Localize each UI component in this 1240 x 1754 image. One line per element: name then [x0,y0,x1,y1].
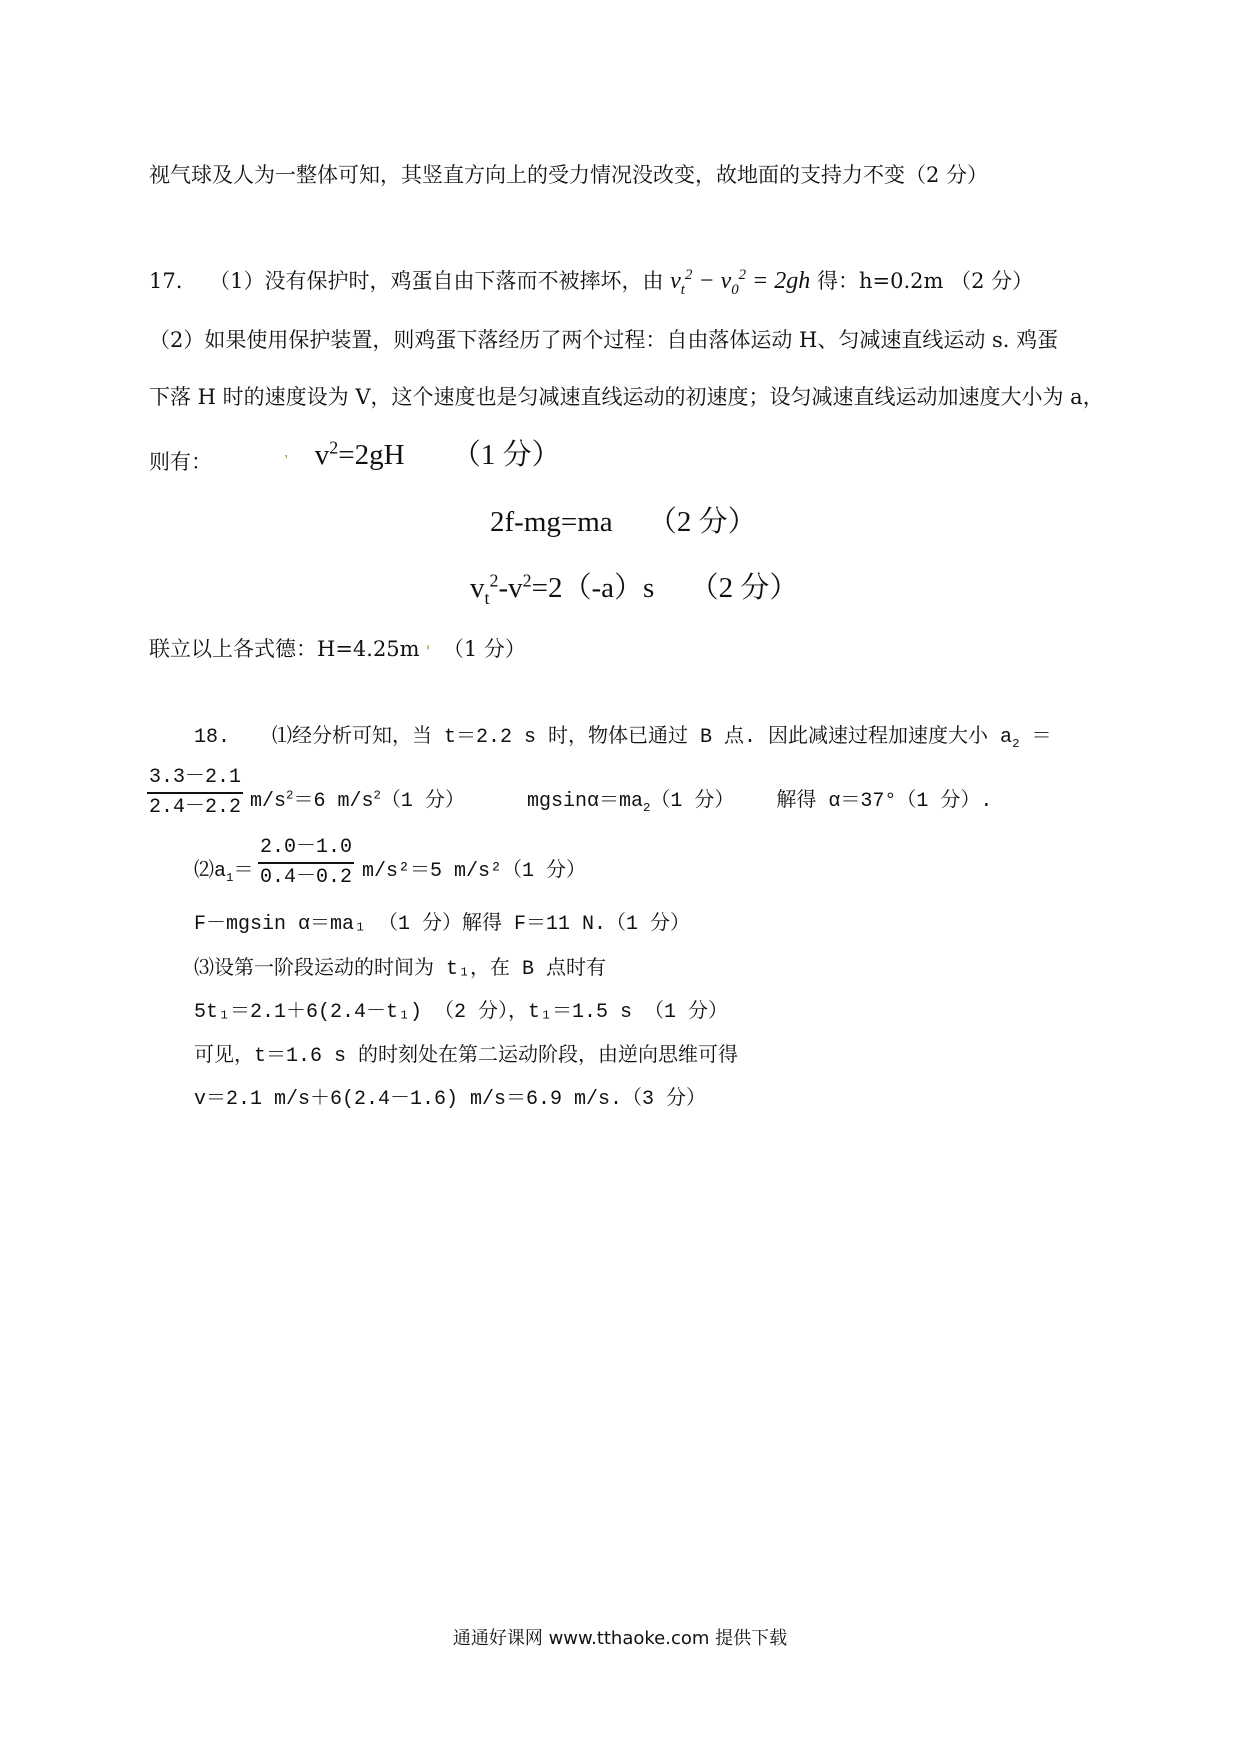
q17-part1: 17. （1）没有保护时，鸡蛋自由下落而不被摔坏，由 $v_t^2 - v_0^2 = 2gh$ 得：h=0.2m （2 分） [149,267,1034,298]
fraction-2: $\frac{2.0-1.0}{0.4-0.2}$ [260,836,353,889]
formula-vt2-v02-2gh: $v_t^2 - v_0^2 = 2gh$ [670,267,811,298]
q18-line7: 可见，t＝1.6 s 的时刻处在第二运动阶段，由逆向思维可得 [194,1045,739,1068]
line-1: 视气球及人为一整体可知，其竖直方向上的受力情况没改变，故地面的支持力不变（2 分） [149,163,989,187]
footer-text: 通通好课网 www.tthaoke.com 提供下载 [452,1628,788,1649]
equation-3: $v_t^2-v^2=2(-a)s$ （2 分） [470,570,799,608]
q18-line2: $m/s^2=6$ $m/s^2(1$ 分） $mgsin\alpha=ma_2(1$ 分） 解得 α＝37°（1 分）. [250,788,993,815]
q18-line8: v＝2.1 m/s＋6(2.4－1.6) m/s＝6.9 m/s.（3 分） [194,1088,707,1111]
q17-part2-line1: （2）如果使用保护装置，则鸡蛋下落经历了两个过程：自由落体运动 H、匀减速直线运动 s. 鸡蛋 [149,328,1059,352]
q18-line4: F－mgsin α＝ma₁ （1 分）解得 F＝11 N.（1 分） [194,913,691,936]
q18-part2-label: $⑵a_1=$ [194,860,254,885]
q18-number: 18. [194,726,231,749]
equation-1: ' $v^2=2gH$ （1 分） [285,437,561,471]
q18-line6: 5t₁＝2.1＋6(2.4－t₁) （2 分），t₁＝1.5 s （1 分） [194,1001,729,1024]
q18-line5: ⑶设第一阶段运动的时间为 t₁，在 B 点时有 [194,958,607,981]
q17-part2-line2: 下落 H 时的速度设为 V，这个速度也是匀减速直线运动的初速度；设匀减速直线运动加速度大小为 a， [149,385,1104,409]
q17-number: 17. [149,269,183,293]
then-label: 则有： [149,450,212,474]
q18-line1: 18. ⑴经分析可知，当 t＝2.2 s 时，物体已通过 B 点. 因此减速过程加速度大小 $a_2$ ＝ [194,726,1052,751]
q18-part2-rest: m/s²＝5 m/s²（1 分） [362,860,587,883]
stray-mark: ' [285,453,288,468]
fraction-1: $\frac{3.3-2.1}{2.4-2.2}$ [149,766,242,819]
equation-2: 2f-mg=ma （2 分） [490,506,757,538]
combine-line: 联立以上各式德：H=4.25m ' （1 分） [149,637,526,661]
